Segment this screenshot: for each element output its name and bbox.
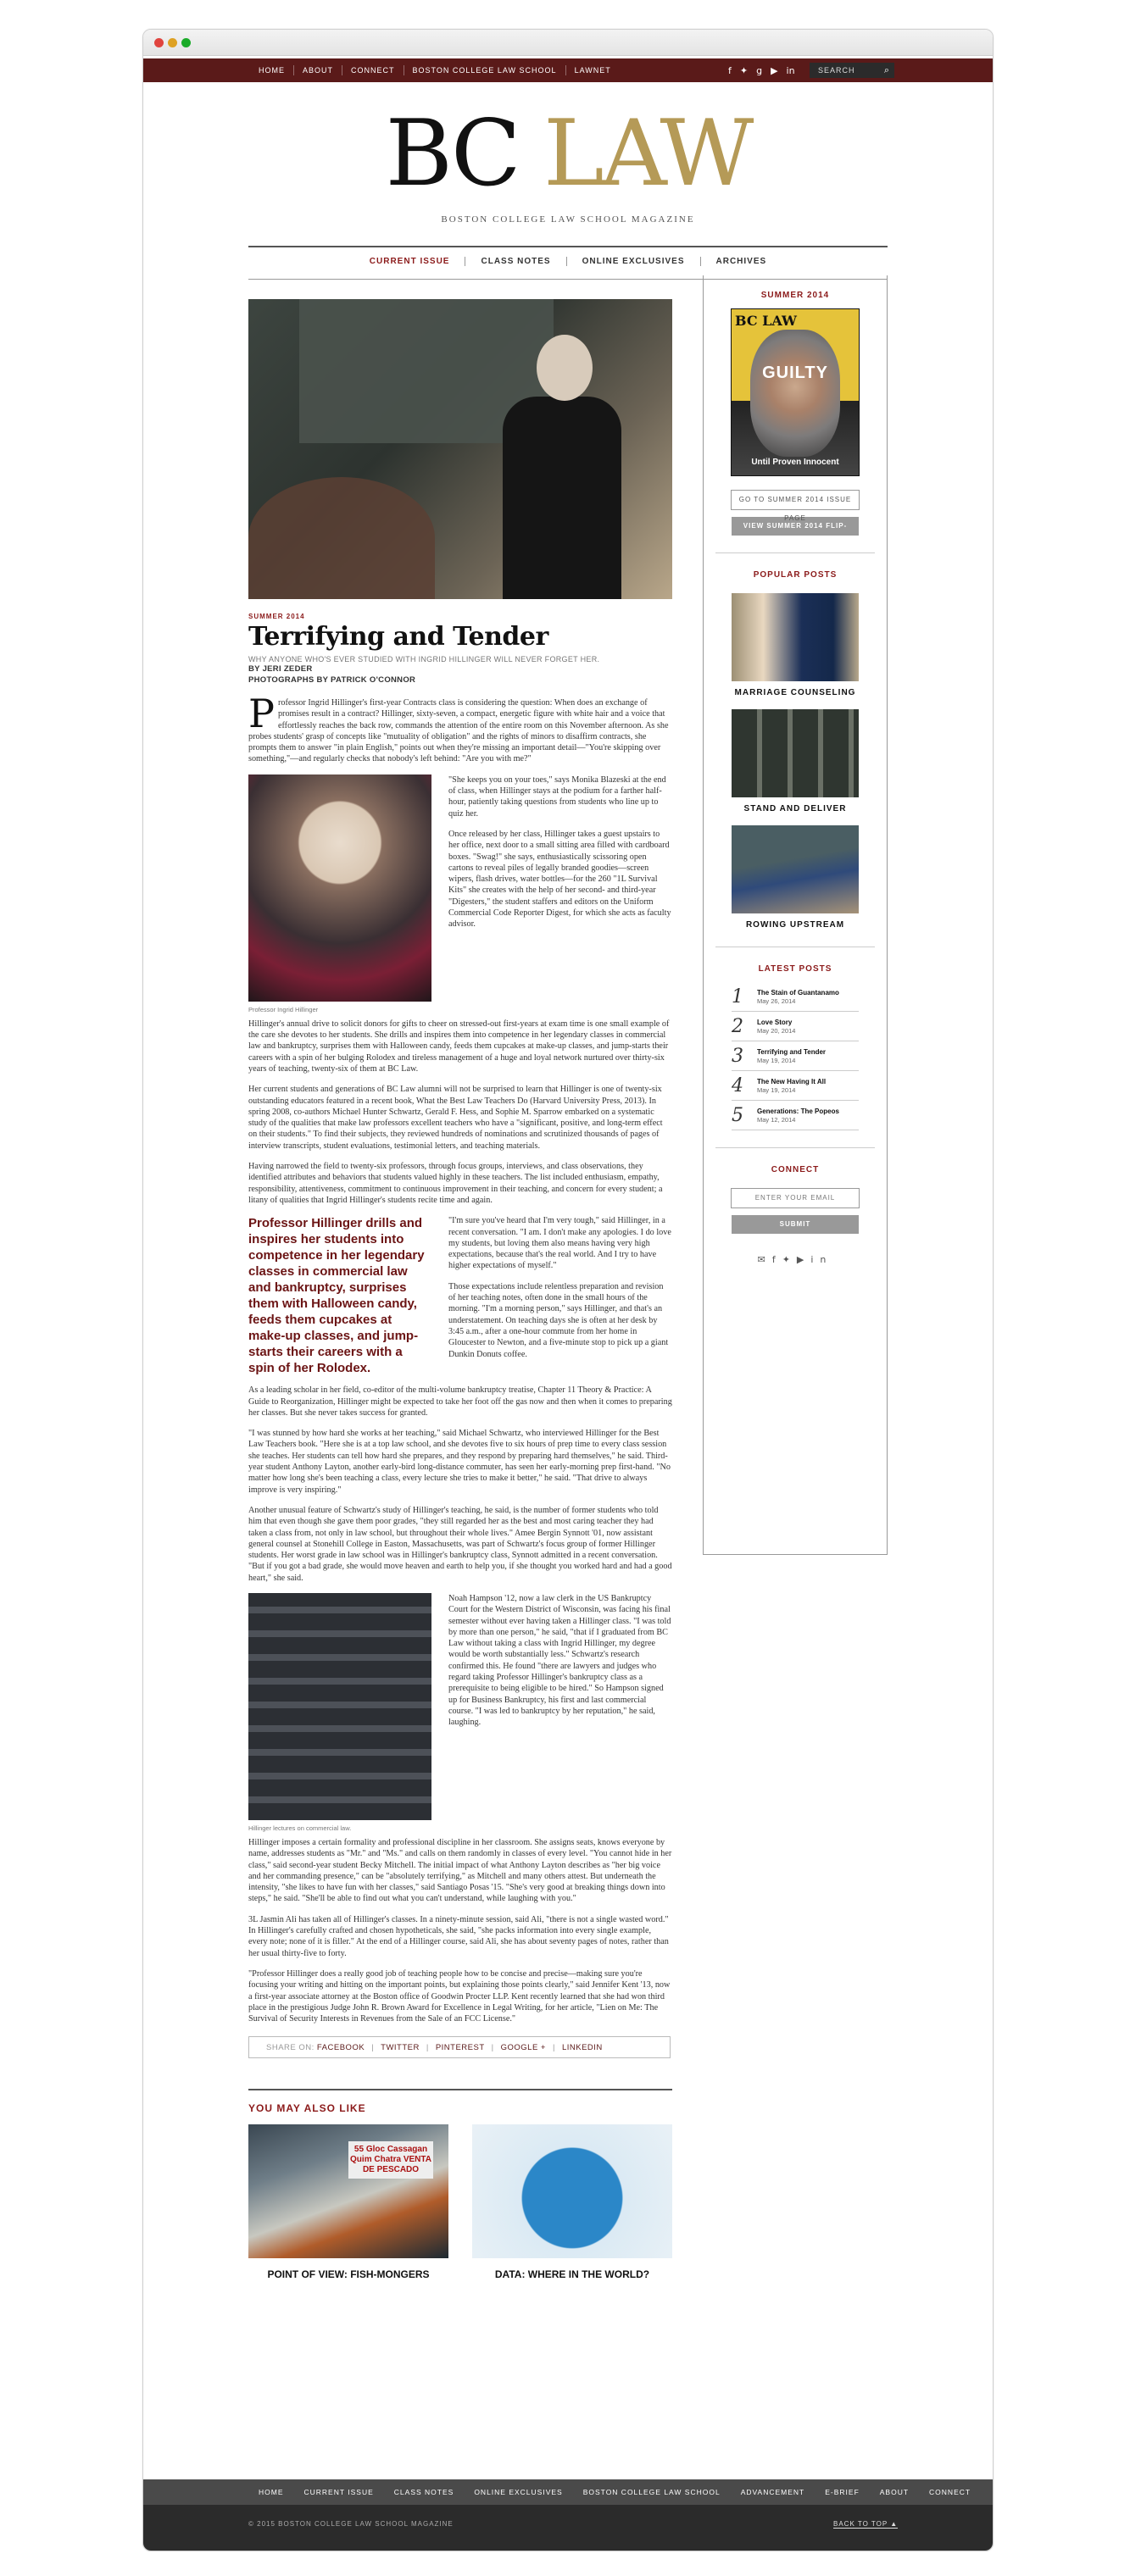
related-heading: YOU MAY ALSO LIKE bbox=[248, 2089, 672, 2114]
browser-window bbox=[142, 29, 994, 2551]
topnav-about[interactable]: ABOUT bbox=[294, 65, 342, 75]
youtube-icon[interactable]: ▶ bbox=[771, 64, 778, 76]
logo-bc: BC bbox=[385, 101, 518, 207]
author-byline: BY JERI ZEDER bbox=[248, 664, 313, 674]
maximize-window-button[interactable] bbox=[181, 38, 191, 47]
related-title[interactable]: POINT OF VIEW: FISH-MONGERS bbox=[267, 2268, 430, 2281]
article-paragraph: "I was stunned by how hard she works at her teaching," said Michael Schwartz, who interviewed Hillinger for the Best Law Teachers book. "Here she is at a top law school, and she devotes five to six hours of prep time to every class session she teaches. Her students can tell how hard she prepares, and they respond by preparing hard themselves," he said. Third-year student Anthony Layton, another early-bird long-distance commuter, has seen her early-morning prep first-hand. "No matter how long she's been teaching a class, every lecture she tries to make it better," he said. "That drive to always improve is very inspiring." bbox=[248, 1429, 671, 1495]
article-paragraph: "I'm sure you've heard that I'm very tough," said Hillinger, in a recent conversation. "I am. I don't make any apologies. I do love my students, but loving them also means having very high expectations, because that's the real world. And I try to have higher expectations of myself." bbox=[448, 1216, 671, 1271]
popular-title[interactable]: STAND AND DELIVER bbox=[743, 804, 847, 813]
pull-quote: Professor Hillinger drills and inspires her students into competence in her legendary classes in commercial law and bankruptcy, surprises them with Halloween candy, feeds them cupcakes at make-up classes, and jump-starts their careers with a spin of her Rolodex. bbox=[248, 1216, 425, 1376]
sidebar bbox=[703, 275, 888, 1555]
share-google-plus[interactable]: GOOGLE + bbox=[500, 2043, 546, 2053]
connect-heading: CONNECT bbox=[771, 1165, 820, 1174]
article-paragraph: As a leading scholar in her field, co-editor of the multi-volume bankruptcy treatise, Chapter 11 Theory & Practice: A Guide to Reorganization, Hillinger might be expected to take her foot off the gas now and then when it comes to preparing her classes. But she never takes success for granted. bbox=[248, 1385, 672, 1418]
footer-link-about[interactable]: ABOUT bbox=[879, 2488, 910, 2496]
topnav-bc-law-school[interactable]: BOSTON COLLEGE LAW SCHOOL bbox=[404, 65, 566, 75]
latest-list bbox=[732, 982, 859, 1130]
article-paragraph: Noah Hampson '12, now a law clerk in the US Bankruptcy Court for the Western District of Wisconsin, was facing his final semester without ever having taken a Hillinger class. "I was told by more than one person," he said, "that if I graduated from BC Law without taking a class with Ingrid Hillinger, my degree would be worth substantially less." Schwartz's research confirmed this. He found "there are lawyers and judges who regard taking Professor Hillinger's bankruptcy class as a prerequisite to being eligible to be hired." So Hampson signed up for Business Bankruptcy, his first and last commercial course. "I was led to bankruptcy by her reputation," he said, laughing. bbox=[448, 1593, 671, 1728]
window-chrome bbox=[143, 30, 993, 56]
article-title: Terrifying and Tender bbox=[248, 622, 548, 652]
issue-heading: SUMMER 2014 bbox=[760, 291, 830, 300]
search-icon[interactable]: ⌕ bbox=[883, 65, 890, 75]
issue-page-button[interactable]: GO TO SUMMER 2014 ISSUE bbox=[731, 490, 860, 510]
close-window-button[interactable] bbox=[154, 38, 164, 47]
footer-link-home[interactable]: HOME bbox=[259, 2488, 284, 2496]
copyright: © 2015 BOSTON COLLEGE LAW SCHOOL MAGAZINE bbox=[248, 2520, 454, 2528]
related-thumbnail[interactable] bbox=[472, 2124, 672, 2258]
top-nav bbox=[143, 58, 993, 82]
article-paragraph: "Professor Hillinger does a really good job of teaching people how to be concise and precise—making sure you're focusing your writing and hitting on the important points, but explaining those points clearly," said Jennifer Kent '13, now a first-year associate attorney at the Boston office of Goodwin Procter LLP. Kent recently learned that she had won third place in the prestigious Judge John R. Brown Award for Excellence in Legal Writing, for her article, "Lien on Me: The Survival of Security Interests in Revenues from the Sale of an FCC License." bbox=[248, 1968, 671, 2024]
article-kicker: SUMMER 2014 bbox=[248, 613, 305, 620]
footer-nav bbox=[143, 2479, 993, 2505]
facebook-icon[interactable]: f bbox=[728, 64, 732, 76]
fish-sign: 55 Gloc Cassagan Quim Chatra VENTA DE PESCADO bbox=[348, 2141, 433, 2179]
linkedin-icon[interactable]: in bbox=[810, 1254, 833, 1265]
related-card[interactable] bbox=[248, 2124, 448, 2280]
popular-list bbox=[732, 593, 859, 930]
site-logo[interactable] bbox=[143, 101, 993, 207]
social-links bbox=[728, 58, 795, 82]
back-to-top-link[interactable]: BACK TO TOP ▲ bbox=[833, 2520, 899, 2528]
sidebar-social bbox=[704, 1254, 887, 1265]
section-nav bbox=[248, 257, 888, 266]
footer-link-class-notes[interactable]: CLASS NOTES bbox=[393, 2488, 454, 2496]
share-twitter[interactable]: TWITTER bbox=[381, 2043, 420, 2053]
share-linkedin[interactable]: LINKEDIN bbox=[561, 2043, 603, 2053]
figure-caption: Professor Ingrid Hillinger bbox=[248, 1005, 319, 1013]
popular-thumbnail[interactable] bbox=[732, 709, 859, 797]
email-icon[interactable]: ✉ bbox=[757, 1254, 772, 1265]
tab-archives[interactable]: ARCHIVES bbox=[715, 257, 767, 266]
email-field[interactable]: ENTER YOUR EMAIL bbox=[731, 1188, 860, 1208]
cover-masthead: BC LAW bbox=[735, 313, 797, 329]
classroom-figure bbox=[248, 1593, 431, 1832]
share-pinterest[interactable]: PINTEREST bbox=[435, 2043, 485, 2053]
popular-title[interactable]: MARRIAGE COUNSELING bbox=[734, 688, 856, 697]
divider bbox=[715, 1147, 875, 1148]
popular-thumbnail[interactable] bbox=[732, 825, 859, 913]
topnav-lawnet[interactable]: LAWNET bbox=[574, 66, 611, 75]
popular-thumbnail[interactable] bbox=[732, 593, 859, 681]
footer-link-advancement[interactable]: ADVANCEMENT bbox=[740, 2488, 805, 2496]
facebook-icon[interactable]: f bbox=[771, 1254, 782, 1265]
share-bar: SHARE ON: FACEBOOK | TWITTER | PINTEREST | GOOGLE + | LINKEDIN bbox=[248, 2036, 671, 2058]
share-label: SHARE ON: bbox=[266, 2043, 315, 2053]
submit-button[interactable]: SUBMIT bbox=[732, 1215, 859, 1234]
linkedin-icon[interactable]: in bbox=[786, 64, 795, 76]
related-thumbnail[interactable] bbox=[248, 2124, 448, 2258]
article bbox=[248, 299, 672, 2280]
photo-credit: PHOTOGRAPHS BY PATRICK O'CONNOR bbox=[248, 675, 416, 685]
search-input[interactable] bbox=[810, 63, 894, 78]
minimize-window-button[interactable] bbox=[168, 38, 177, 47]
portrait-photo bbox=[248, 774, 431, 1002]
latest-item[interactable]: 1 The Stain of Guantanamo May 26, 2014 bbox=[732, 982, 859, 1012]
related-list bbox=[248, 2124, 672, 2280]
article-paragraph: Once released by her class, Hillinger takes a guest upstairs to her office, next door to a small sitting area filled with cardboard boxes. "Swag!" she says, enthusiastically scissoring open cartons to reveal piles of legally branded goodies—screen wipers, flash drives, water bottles—for the 260 "1L Survival Kits" she creates with the help of her second- and third-year "Digesters," the student staffers and editors on the Uniform Commercial Code Reporter Digest, for which she acts as faculty advisor. bbox=[448, 829, 671, 930]
article-paragraph: Professor Ingrid Hillinger's first-year Contracts class is considering the question: When does an exchange of promises result in a contract? Hillinger, sixty-seven, a compact, energetic figure with white hair and a voice that effortlessly reaches the back row, commands the attention of the entire room on this November afternoon. As she probes students' grasp of concepts like "mutuality of obligation" and the rights of minors to disaffirm contracts, she prompts them to answer "in plain English," points out when they're missing an important detail—"You're skipping over something,"—and regularly checks that nobody's left behind: "Are you with me?" bbox=[248, 691, 669, 764]
article-paragraph: 3L Jasmin Ali has taken all of Hillinger's classes. In a ninety-minute session, said Ali, "there is not a single wasted word." In Hillinger's carefully crafted and chosen hypotheticals, she said, "she packs information into every single example, every note; none of it is filler." At the end of a Hillinger course, said Ali, she has about seventy pages of notes, rather than her usual thirty-five to forty. bbox=[248, 1914, 669, 1958]
youtube-icon[interactable]: ▶ bbox=[796, 1254, 811, 1265]
logo-law: LAW bbox=[543, 101, 751, 207]
article-paragraph: Having narrowed the field to twenty-six professors, through focus groups, interviews, and class observations, they identified attributes and behaviors that students valued highly in these teachers. The list included enthusiasm, empathy, responsibility, attentiveness, commitment to continuous improvement in their teaching, and concern for every student; a litany of qualities that Ingrid Hillinger's students recite time and again. bbox=[248, 1162, 663, 1205]
cover-headline: GUILTY bbox=[762, 364, 828, 382]
portrait-figure bbox=[248, 774, 431, 1013]
tab-class-notes[interactable]: CLASS NOTES bbox=[465, 257, 566, 266]
footer-link-connect[interactable]: CONNECT bbox=[929, 2488, 971, 2496]
article-deck: WHY ANYONE WHO'S EVER STUDIED WITH INGRID HILLINGER WILL NEVER FORGET HER. bbox=[248, 655, 600, 663]
related-title[interactable]: DATA: WHERE IN THE WORLD? bbox=[494, 2268, 650, 2281]
popular-title[interactable]: ROWING UPSTREAM bbox=[745, 920, 845, 930]
latest-item[interactable]: 3 Terrifying and Tender May 19, 2014 bbox=[732, 1041, 859, 1071]
twitter-icon[interactable]: ✦ bbox=[739, 64, 749, 76]
footer-link-current-issue[interactable]: CURRENT ISSUE bbox=[303, 2488, 374, 2496]
latest-heading: LATEST POSTS bbox=[758, 964, 832, 974]
site-tagline: BOSTON COLLEGE LAW SCHOOL MAGAZINE bbox=[441, 214, 695, 225]
related-card[interactable] bbox=[472, 2124, 672, 2280]
popular-heading: POPULAR POSTS bbox=[753, 570, 838, 580]
google-plus-icon[interactable]: g bbox=[756, 64, 763, 76]
article-paragraph: "She keeps you on your toes," says Monika Blazeski at the end of class, when Hillinger stays at the podium for a farther half-hour, patiently taking questions from students who line up to quiz her. bbox=[448, 774, 666, 819]
search-placeholder: SEARCH bbox=[818, 66, 855, 75]
drop-cap: P bbox=[248, 691, 275, 736]
article-paragraph: Those expectations include relentless preparation and revision of her teaching notes, often done in the small hours of the morning. "I'm a morning person," says Hillinger, and that's an understatement. On teaching days she is often at her desk by 3:45 a.m., after a one-hour commute from her home in Gloucester to Newton, and a five-minute stop to pick up a giant Dunkin Donuts coffee. bbox=[448, 1281, 669, 1359]
article-paragraph: Another unusual feature of Schwartz's study of Hillinger's teaching, he said, is the number of former students who told him that even though she gave them poor grades, "they still regarded her as the best and most caring teacher they had taken a class from, not only in law school, but throughout their whole lives." Amee Bergin Synnott '01, now assistant general counsel at Stonehill College in Easton, Massachusetts, was part of Schwartz's focus group of former Hillinger students. Her worst grade in law school was in Hillinger's bankruptcy class, Synnott admitted in a recent conversation. "But if you got a bad grade, she would move heaven and earth to help you, if she thought you worked hard and had a good heart," she said. bbox=[248, 1505, 672, 1583]
footer-bar bbox=[143, 2505, 993, 2551]
footer-link-online-exclusives[interactable]: ONLINE EXCLUSIVES bbox=[474, 2488, 563, 2496]
share-facebook[interactable]: FACEBOOK bbox=[316, 2043, 365, 2053]
latest-item[interactable]: 4 The New Having It All May 19, 2014 bbox=[732, 1071, 859, 1101]
article-paragraph: Hillinger's annual drive to solicit donors for gifts to cheer on stressed-out first-years at exam time is one small example of the care she devotes to her students. She drills and inspires them into competence in her legendary classes in commercial law and bankruptcy, surprises them with Halloween candy, feeds them cupcakes at make-up classes, and jump-starts their careers with a spin of her bulging Rolodex and tireless management of a huge and loyal network nurtured over thirty-six years of teaching, twenty-six of them at BC Law. bbox=[248, 1019, 670, 1074]
topnav-home[interactable]: HOME bbox=[250, 65, 294, 75]
figure-caption: Hillinger lectures on commercial law. bbox=[248, 1824, 352, 1832]
classroom-photo bbox=[248, 1593, 431, 1820]
issue-cover[interactable] bbox=[731, 308, 860, 476]
divider bbox=[248, 246, 888, 247]
flip-book-button[interactable]: VIEW SUMMER 2014 FLIP-BOOK bbox=[732, 517, 859, 536]
latest-item[interactable]: 2 Love Story May 20, 2014 bbox=[732, 1012, 859, 1041]
latest-item[interactable]: 5 Generations: The Popeos May 12, 2014 bbox=[732, 1101, 859, 1130]
topnav-connect[interactable]: CONNECT bbox=[342, 65, 404, 75]
footer-link-e-brief[interactable]: E-BRIEF bbox=[825, 2488, 860, 2496]
twitter-icon[interactable]: ✦ bbox=[782, 1254, 797, 1265]
tab-online-exclusives[interactable]: ONLINE EXCLUSIVES bbox=[567, 257, 701, 266]
cover-subhead: Until Proven Innocent bbox=[751, 458, 839, 467]
article-paragraph: Hillinger imposes a certain formality and professional discipline in her classroom. She assigns seats, knows everyone by name, addresses students as "Mr." and "Ms." and calls on them randomly in classes of every level. "You cannot hide in her class," said second-year student Becky Mitchell. The initial impact of what Anthony Layton describes as "her big voice and her commanding presence," can be "absolutely terrifying," as Mitchell and many others attest. But underneath the intensity, "she likes to have fun with her classes," said Santiago Posas '15. "She's very good at breaking things down into steps," he said. "She'll be able to find out what you can't understand, while laughing with you." bbox=[248, 1837, 672, 1904]
hero-photo bbox=[248, 299, 672, 599]
footer-link-bc-law-school[interactable]: BOSTON COLLEGE LAW SCHOOL bbox=[582, 2488, 721, 2496]
article-paragraph: Her current students and generations of BC Law alumni will not be surprised to learn that Hillinger is one of twenty-six outstanding educators featured in a recent book, What the Best Law Teachers Do (Harvard University Press, 2013). In spring 2008, co-authors Michael Hunter Schwartz, Gerald F. Hess, and Sophie M. Sparrow embarked on a systematic study of the qualities that make law professors excellent teachers who have a "significant, positive, and long-term effect on their students." To find their subjects, they reviewed hundreds of nominations and scrutinized thousands of pages of interview transcripts, student evaluations, testimonial letters, and teaching materials. bbox=[248, 1085, 663, 1151]
tab-current-issue[interactable]: CURRENT ISSUE bbox=[354, 257, 466, 266]
